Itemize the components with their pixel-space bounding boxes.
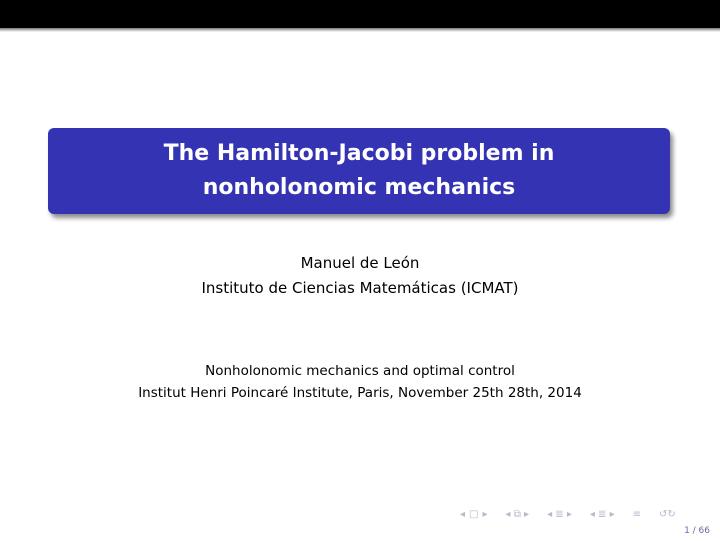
- event-name: Nonholonomic mechanics and optimal control: [205, 363, 515, 379]
- nav-align-icon[interactable]: ≡: [632, 508, 642, 520]
- nav-subsection-icon[interactable]: ◂ ⧉ ▸: [505, 508, 530, 520]
- nav-chapter-icon[interactable]: ◂ ≣ ▸: [589, 508, 615, 520]
- nav-prev-arrow-icon[interactable]: ◂: [460, 508, 466, 520]
- top-bar: [0, 0, 720, 28]
- navigation-bar: [460, 506, 700, 522]
- author: Manuel de León: [300, 254, 420, 272]
- slide-title: The Hamilton-Jacobi problem in nonholonomic mechanics: [163, 141, 555, 200]
- top-bar-shadow: [0, 28, 720, 32]
- nav-search-icon[interactable]: ↺↻: [659, 508, 676, 520]
- nav-frame-icon[interactable]: □: [469, 508, 479, 520]
- nav-next-arrow-icon[interactable]: ▸: [482, 508, 488, 520]
- page-number: 1 / 66: [684, 526, 710, 536]
- title-box: [48, 128, 670, 214]
- institute: Instituto de Ciencias Matemáticas (ICMAT): [201, 279, 519, 297]
- nav-section-icon[interactable]: ◂ ≣ ▸: [547, 508, 572, 520]
- event-venue: Institut Henri Poincaré Institute, Paris, November 25th 28th, 2014: [138, 385, 582, 401]
